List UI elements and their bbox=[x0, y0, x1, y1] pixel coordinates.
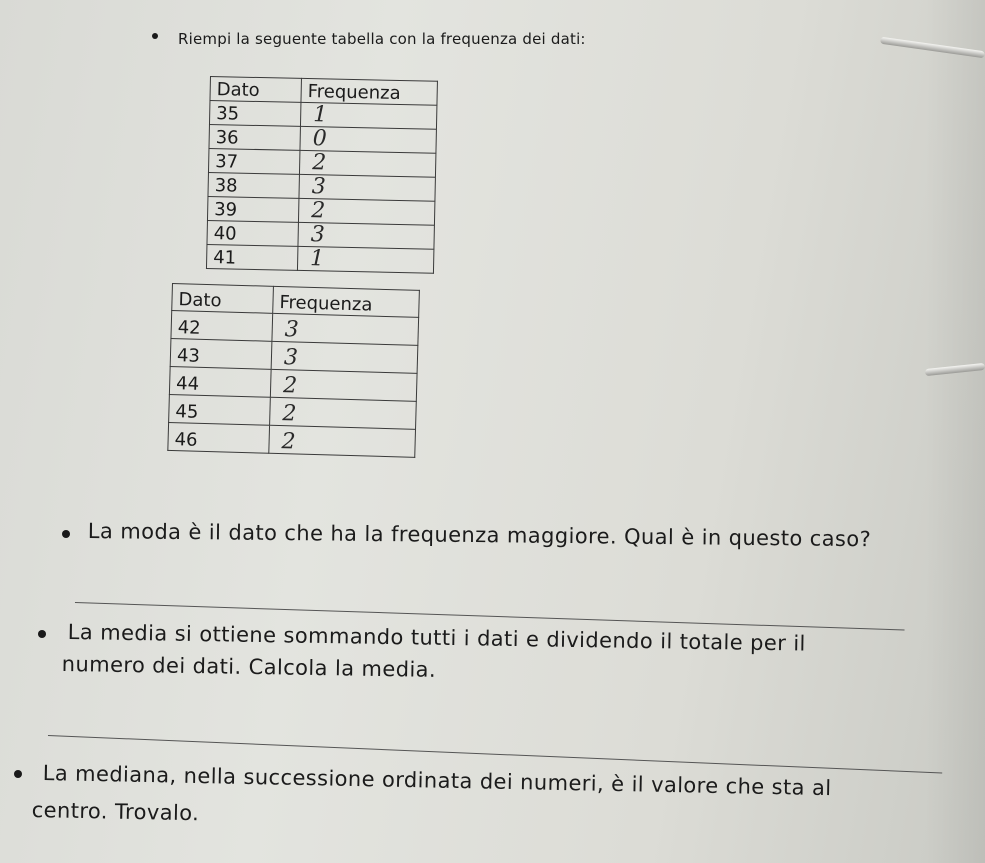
dato-cell: 40 bbox=[207, 220, 298, 246]
dato-cell: 39 bbox=[207, 196, 298, 222]
freq-cell[interactable]: 1 bbox=[300, 102, 436, 129]
freq-cell[interactable]: 3 bbox=[299, 174, 435, 201]
dato-cell: 36 bbox=[209, 124, 300, 150]
header-frequenza: Frequenza bbox=[273, 286, 420, 317]
table-row bbox=[168, 422, 416, 457]
freq-cell[interactable]: 2 bbox=[299, 150, 435, 177]
dato-cell: 46 bbox=[168, 422, 270, 453]
dato-cell: 45 bbox=[169, 394, 271, 425]
freq-cell[interactable]: 3 bbox=[271, 341, 418, 373]
freq-cell[interactable]: 3 bbox=[272, 313, 419, 345]
frequency-table-1 bbox=[206, 76, 438, 274]
question-media-line1: La media si ottiene sommando tutti i dati e dividendo il totale per il bbox=[67, 619, 806, 656]
instruction-text: Riempi la seguente tabella con la frequenza dei dati: bbox=[178, 30, 586, 48]
header-frequenza: Frequenza bbox=[301, 78, 437, 105]
dato-cell: 35 bbox=[209, 101, 300, 127]
dato-cell: 44 bbox=[169, 366, 271, 397]
bullet bbox=[38, 630, 46, 638]
freq-cell[interactable]: 2 bbox=[298, 198, 434, 225]
header-dato: Dato bbox=[172, 284, 274, 314]
dato-cell: 38 bbox=[208, 172, 299, 198]
bullet bbox=[62, 530, 70, 538]
binder-shadow bbox=[925, 0, 985, 863]
dato-cell: 37 bbox=[208, 148, 299, 174]
header-dato: Dato bbox=[210, 77, 301, 103]
freq-cell[interactable]: 2 bbox=[270, 397, 417, 429]
dato-cell: 43 bbox=[170, 338, 272, 369]
dato-cell: 42 bbox=[171, 311, 273, 342]
table-row bbox=[206, 244, 433, 273]
freq-cell[interactable]: 2 bbox=[270, 369, 417, 401]
bullet bbox=[152, 33, 158, 39]
freq-cell[interactable]: 1 bbox=[297, 246, 433, 273]
question-mediana-line1: La mediana, nella successione ordinata dei numeri, è il valore che sta al bbox=[42, 760, 832, 801]
freq-cell[interactable]: 0 bbox=[300, 126, 436, 153]
question-mediana-line2: centro. Trovalo. bbox=[31, 797, 200, 826]
question-media-line2: numero dei dati. Calcola la media. bbox=[61, 651, 437, 682]
frequency-table-2 bbox=[167, 283, 420, 458]
freq-cell[interactable]: 2 bbox=[269, 425, 416, 457]
dato-cell: 41 bbox=[206, 244, 297, 270]
bullet bbox=[14, 770, 22, 778]
freq-cell[interactable]: 3 bbox=[298, 222, 434, 249]
question-moda: La moda è il dato che ha la frequenza maggiore. Qual è in questo caso? bbox=[87, 518, 872, 552]
